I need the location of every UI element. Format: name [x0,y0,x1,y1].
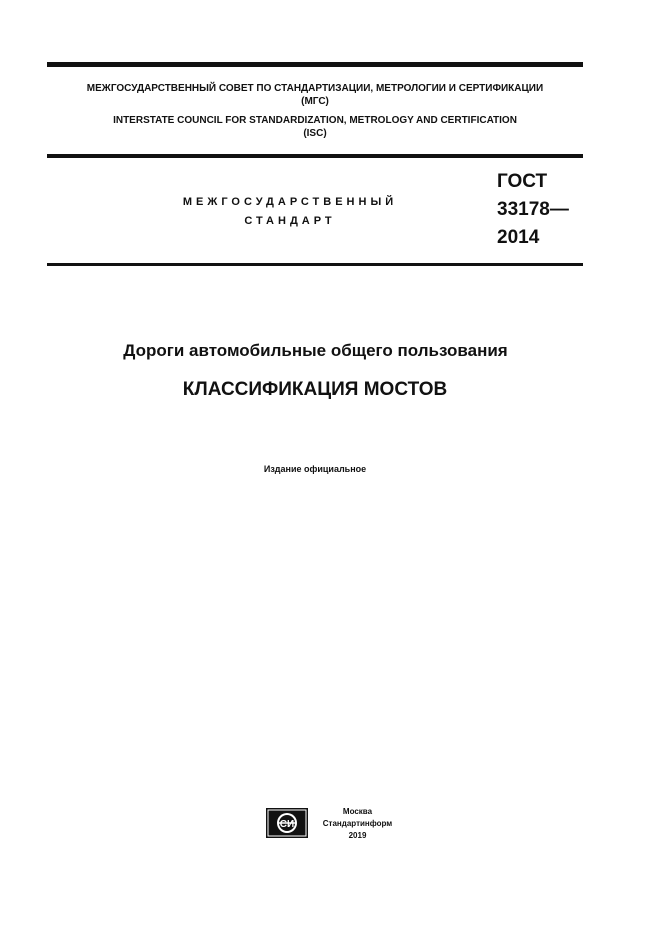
document-subtitle: КЛАССИФИКАЦИЯ МОСТОВ [182,379,448,400]
standard-label-line1: МЕЖГОСУДАРСТВЕННЫЙ [182,196,398,208]
standard-label-line2: СТАНДАРТ [244,215,336,227]
edition-label: Издание официальное [263,464,367,474]
bottom-rule [47,263,583,266]
top-rule [47,62,583,67]
publisher-city: Москва [342,807,373,816]
publisher-year: 2019 [348,831,367,840]
council-ru-line1: МЕЖГОСУДАРСТВЕННЫЙ СОВЕТ ПО СТАНДАРТИЗАЦИИ, МЕТРОЛОГИИ И СЕРТИФИКАЦИИ [86,83,544,94]
gost-code-line3: 2014 [497,227,540,248]
standartinform-logo-icon [266,808,308,838]
publisher-name: Стандартинформ [322,819,393,828]
gost-code-line2: 33178— [497,199,569,220]
council-en-line2: (ISC) [303,128,327,139]
svg-text:СИ: СИ [279,819,295,830]
middle-rule [47,154,583,158]
council-en-line1: INTERSTATE COUNCIL FOR STANDARDIZATION, METROLOGY AND CERTIFICATION [113,115,517,126]
council-ru-line2: (МГС) [301,96,329,107]
document-title: Дороги автомобильные общего пользования [123,341,508,360]
gost-code-line1: ГОСТ [497,171,548,192]
